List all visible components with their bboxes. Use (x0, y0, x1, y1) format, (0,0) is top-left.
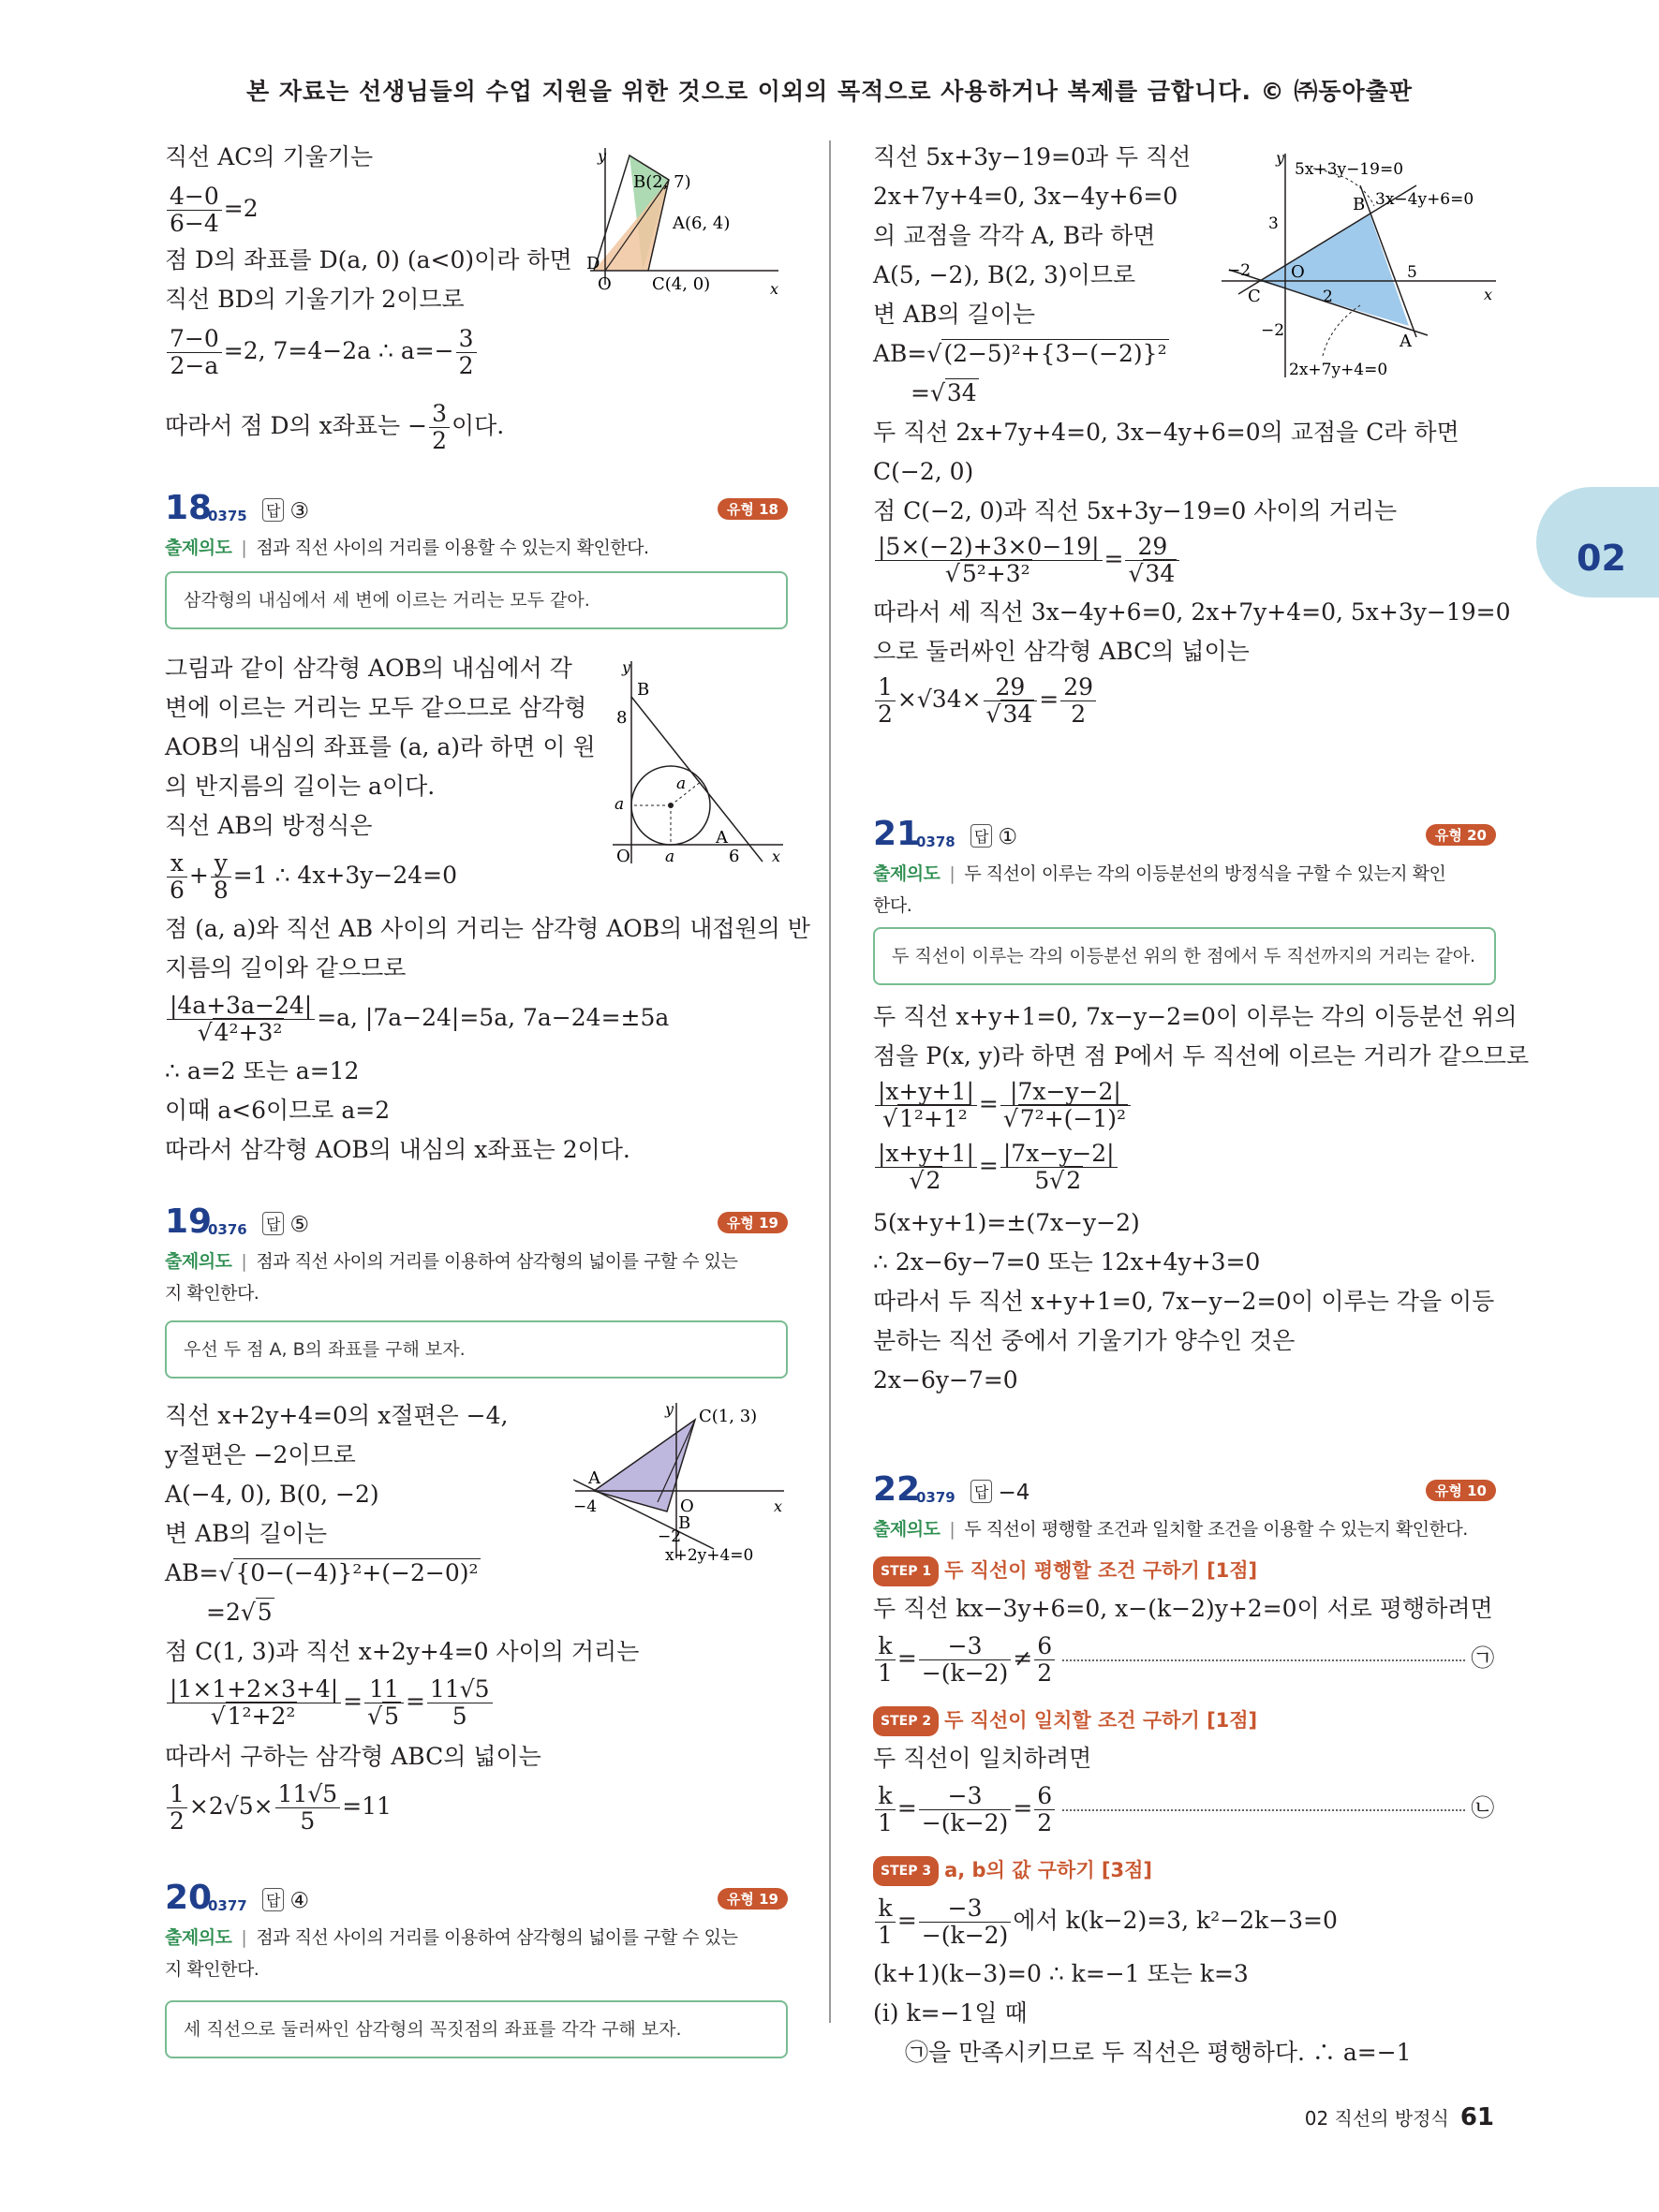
math-line: $\frac{|x+y+1|}{\text{√1²+1²}}$ = $\frac{|7x-y-2|}{\text{√7²+(−1)²}}$ (873, 1079, 1133, 1132)
problem-19-header (165, 1202, 788, 1246)
footer-chapter: 02 직선의 방정식 (1304, 2107, 1449, 2130)
fig-label-c: C (1248, 287, 1261, 306)
fig-line-equation: 2x+7y+4=0 (1289, 361, 1388, 379)
fig-label-o: O (680, 1497, 694, 1516)
text-line: 따라서 구하는 삼각형 ABC의 넓이는 (165, 1743, 541, 1770)
problem-number: 20 (165, 1879, 213, 1917)
math-line: $\frac{|1\times 1+2\times 3+4|}{\text{√1²+2²}}$ = $\frac{11}{√5}$ = $\frac{11√5}{5}$ (165, 1676, 495, 1730)
fig-label-a: A (588, 1468, 600, 1488)
fig-line-equation: 5x+3y−19=0 (1295, 160, 1404, 179)
fig-label-a: A (1400, 332, 1412, 351)
text-line: 두 직선 2x+7y+4=0, 3x−4y+6=0의 교점을 C라 하면 (873, 419, 1459, 446)
text-line: 2x+7y+4=0, 3x−4y+6=0 (873, 183, 1178, 210)
problem-19-figure (573, 1399, 788, 1568)
problem-18-header (165, 489, 788, 532)
fig-label-c: C(4, 0) (652, 274, 711, 294)
math-line: $\frac{|5\times(-2)+3\times 0-19|}{\text{√5²+3²}}$ = $\frac{29}{√34}$ (873, 534, 1181, 587)
text-line: 분하는 직선 중에서 기울기가 양수인 것은 (873, 1327, 1296, 1354)
problem-20-figure (1220, 148, 1501, 382)
fig-label-d: D (586, 254, 600, 273)
problem-21-header (873, 815, 1496, 858)
fig-axis-y-label: y (665, 1400, 674, 1418)
fig-label-o: O (616, 847, 630, 866)
type-badge: 유형 19 (718, 1888, 788, 1910)
math-line: $\frac{x}{6}$ + $\frac{y}{8}$ =1 ∴ 4x+3y−24=0 (165, 850, 457, 904)
math-line: $\frac{4-0}{6-4}$ =2 (165, 184, 259, 237)
fig-label-a: A (716, 828, 728, 848)
math-line: =√34 (911, 379, 977, 406)
type-badge: 유형 19 (718, 1212, 788, 1233)
fig-label-b: B (1353, 195, 1366, 214)
text-line: 직선 AC의 기울기는 (165, 143, 374, 170)
page-footer (1305, 2103, 1494, 2131)
math-line: $\frac{k}{1}$ = $\frac{-3}{-(k-2)}$ 에서 k(k−2)=3, k²−2k−3=0 (873, 1895, 1338, 1949)
problem-code: 0377 (208, 1897, 247, 1914)
problem-code: 0375 (208, 508, 247, 524)
fig-axis-y-label: y (1276, 149, 1285, 167)
fig-label-o: O (1291, 262, 1305, 282)
problem-number: 18 (165, 489, 213, 527)
fig-label-a-radius: a (676, 774, 687, 793)
text-line: (k+1)(k−3)=0 ∴ k=−1 또는 k=3 (873, 1960, 1249, 1987)
text-line: 이때 a<6이므로 a=2 (165, 1097, 391, 1124)
text-line: 따라서 두 직선 x+y+1=0, 7x−y−2=0이 이루는 각을 이등 (873, 1288, 1495, 1315)
text-line: (i) k=−1일 때 (873, 1999, 1028, 2027)
text-line: 변에 이르는 거리는 모두 같으므로 삼각형 (165, 694, 587, 721)
fig-label-a-radius: a (615, 795, 625, 814)
fig-label-c: C(1, 3) (699, 1407, 758, 1426)
problem-22-intent: 출제의도 | 두 직선이 평행할 조건과 일치할 조건을 이용할 수 있는지 확인한다. (873, 1519, 1468, 1540)
text-line: 변 AB의 길이는 (165, 1520, 328, 1547)
text-line: 그림과 같이 삼각형 AOB의 내심에서 각 (165, 655, 572, 682)
fig-label-5: 5 (1407, 263, 1417, 282)
math-line: $\frac{7-0}{2-a}$ =2, 7=4−2a ∴ a=− $\frac{3}{2}$ (165, 326, 479, 379)
problem-number: 19 (165, 1202, 213, 1241)
math-line: $\frac{|4a+3a-24|}{\text{√4²+3²}}$ =a, |7a−24|=5a, 7a−24=±5a (165, 993, 669, 1046)
fig-axis-x-label: x (772, 848, 781, 865)
fig-line-equation: x+2y+4=0 (665, 1546, 754, 1565)
text-line: 5(x+y+1)=±(7x−y−2) (873, 1209, 1140, 1236)
text-line: ∴ 2x−6y−7=0 또는 12x+4y+3=0 (873, 1248, 1261, 1276)
problem-number: 21 (873, 815, 921, 853)
text-line: 두 직선 kx−3y+6=0, x−(k−2)y+2=0이 서로 평행하려면 (873, 1595, 1493, 1622)
fig-label-a-radius: a (665, 848, 675, 866)
fig-label-m4: −4 (573, 1497, 598, 1516)
math-line: $\frac{1}{2}$ ×2√5× $\frac{11√5}{5}$ =11 (165, 1781, 392, 1835)
text-line: 변 AB의 길이는 (873, 301, 1036, 328)
text-line: 따라서 세 직선 3x−4y+6=0, 2x+7y+4=0, 5x+3y−19=0 (873, 598, 1511, 626)
fig-label-b: B(2, 7) (633, 172, 691, 192)
problem-code: 0376 (208, 1221, 247, 1238)
fig-label-3: 3 (1268, 214, 1279, 233)
math-line: $\frac{k}{1}$ = $\frac{-3}{-(k-2)}$ = $\frac{6}{2}$ ㉡ (873, 1783, 1494, 1836)
fig-label-o: O (598, 274, 612, 294)
problem-21-hint: 두 직선이 이루는 각의 이등분선 위의 한 점에서 두 직선까지의 거리는 같아. (873, 927, 1496, 985)
fig-label-a: A(6, 4) (673, 214, 731, 233)
text-line: 의 교점을 각각 A, B라 하면 (873, 222, 1156, 249)
text-line: 따라서 삼각형 AOB의 내심의 x좌표는 2이다. (165, 1136, 630, 1163)
text-line: ㉠을 만족시키므로 두 직선은 평행하다. ∴ a=−1 (905, 2039, 1412, 2066)
math-line: 따라서 점 D의 x좌표는 − $\frac{3}{2}$ 이다. (165, 400, 505, 454)
text-line: 점을 P(x, y)라 하면 점 P에서 두 직선에 이르는 거리가 같으므로 (873, 1042, 1530, 1069)
answer: 답 ④ (262, 1888, 309, 1913)
text-line: y절편은 −2이므로 (165, 1441, 356, 1468)
type-badge: 유형 18 (718, 498, 788, 520)
fig-label-m2y: −2 (1261, 321, 1285, 340)
fig-line-equation: 3x−4y+6=0 (1375, 190, 1474, 209)
step-1-heading: STEP 1 두 직선이 평행할 조건 구하기 [1점] (873, 1555, 1257, 1586)
fig-label-6: 6 (729, 847, 740, 866)
problem-20-hint: 세 직선으로 둘러싸인 삼각형의 꼭짓점의 좌표를 각각 구해 보자. (165, 2000, 788, 2058)
step-3-heading: STEP 3 a, b의 값 구하기 [3점] (873, 1854, 1152, 1886)
fig-label-2: 2 (1323, 288, 1333, 306)
problem-number: 22 (873, 1470, 921, 1509)
fig-axis-y-label: y (598, 147, 607, 165)
math-line: $\frac{1}{2}$ ×√34× $\frac{29}{√34}$ = $\frac{29}{2}$ (873, 674, 1098, 728)
text-line: 직선 BD의 기울기가 2이므로 (165, 286, 465, 313)
answer: 답 ⑤ (262, 1212, 309, 1237)
problem-20-header (165, 1879, 788, 1922)
fig-label-8: 8 (616, 708, 628, 728)
fig-label-b: B (637, 680, 650, 700)
text-line: 2x−6y−7=0 (873, 1366, 1018, 1394)
step-2-heading: STEP 2 두 직선이 일치할 조건 구하기 [1점] (873, 1704, 1257, 1736)
math-line: AB=√{0−(−4)}²+(−2−0)² (165, 1559, 479, 1586)
math-line: $\frac{|x+y+1|}{√2}$ = $\frac{|7x-y-2|}{5√2}$ (873, 1141, 1119, 1194)
page-number: 61 (1459, 2103, 1494, 2131)
problem-20-intent: 출제의도 | 점과 직선 사이의 거리를 이용하여 삼각형의 넓이를 구할 수 있는 지 확인한다. (165, 1927, 738, 1980)
type-badge: 유형 10 (1426, 1480, 1496, 1501)
problem-18-hint: 삼각형의 내심에서 세 변에 이르는 거리는 모두 같아. (165, 571, 788, 629)
problem-code: 0379 (916, 1489, 955, 1506)
text-line: 지름의 길이와 같으므로 (165, 954, 407, 981)
text-line: 의 반지름의 길이는 a이다. (165, 773, 436, 800)
text-line: A(5, −2), B(2, 3)이므로 (873, 261, 1136, 288)
text-line: 직선 AB의 방정식은 (165, 812, 373, 839)
text-line: 점 (a, a)와 직선 AB 사이의 거리는 삼각형 AOB의 내접원의 반 (165, 915, 810, 942)
problem-21-intent: 출제의도 | 두 직선이 이루는 각의 이등분선의 방정식을 구할 수 있는지 확인 한다. (873, 863, 1446, 916)
text-line: 두 직선 x+y+1=0, 7x−y−2=0이 이루는 각의 이등분선 위의 (873, 1003, 1518, 1030)
text-line: 직선 5x+3y−19=0과 두 직선 (873, 143, 1192, 170)
text-line: 점 D의 좌표를 D(a, 0) (a<0)이라 하면 (165, 246, 572, 273)
problem-18-intent: 출제의도 | 점과 직선 사이의 거리를 이용할 수 있는지 확인한다. (165, 538, 649, 558)
copyright-notice: 본 자료는 선생님들의 수업 지원을 위한 것으로 이외의 목적으로 사용하거나 복제를 금합니다. © ㈜동아출판 (246, 78, 1413, 105)
problem-17-figure (586, 144, 788, 294)
fig-label-m2: −2 (658, 1527, 682, 1546)
fig-axis-y-label: y (622, 658, 631, 676)
fig-label-b: B (678, 1513, 691, 1533)
math-line: AB=√(2−5)²+{3−(−2)}² (873, 340, 1167, 367)
text-line: C(−2, 0) (873, 458, 974, 485)
text-line: ∴ a=2 또는 a=12 (165, 1057, 360, 1084)
text-line: A(−4, 0), B(0, −2) (165, 1481, 379, 1508)
text-line: 점 C(−2, 0)과 직선 5x+3y−19=0 사이의 거리는 (873, 497, 1398, 524)
text-line: 점 C(1, 3)과 직선 x+2y+4=0 사이의 거리는 (165, 1638, 640, 1665)
problem-18-figure (605, 657, 788, 868)
text-line: 두 직선이 일치하려면 (873, 1745, 1092, 1772)
math-line: $\frac{k}{1}$ = $\frac{-3}{-(k-2)}$ ≠ $\frac{6}{2}$ ㉠ (873, 1633, 1494, 1687)
problem-19-intent: 출제의도 | 점과 직선 사이의 거리를 이용하여 삼각형의 넓이를 구할 수 있는 지 확인한다. (165, 1251, 738, 1304)
chapter-tab-number: 02 (1577, 538, 1626, 579)
fig-label-m2x: −2 (1227, 261, 1252, 280)
text-line: 으로 둘러싸인 삼각형 ABC의 넓이는 (873, 638, 1250, 665)
type-badge: 유형 20 (1426, 824, 1496, 846)
problem-code: 0378 (916, 833, 955, 850)
answer: 답 ③ (262, 498, 309, 524)
problem-19-hint: 우선 두 점 A, B의 좌표를 구해 보자. (165, 1320, 788, 1379)
text-line: AOB의 내심의 좌표를 (a, a)라 하면 이 원 (165, 733, 596, 760)
fig-axis-x-label: x (1484, 286, 1493, 303)
column-divider (829, 140, 831, 2023)
problem-22-header (873, 1470, 1496, 1513)
fig-axis-x-label: x (774, 1497, 783, 1515)
text-line: 직선 x+2y+4=0의 x절편은 −4, (165, 1402, 509, 1429)
math-line: =2√5 (206, 1599, 273, 1626)
answer: 답 −4 (970, 1480, 1029, 1505)
fig-axis-x-label: x (770, 280, 779, 294)
answer: 답 ① (970, 824, 1017, 849)
